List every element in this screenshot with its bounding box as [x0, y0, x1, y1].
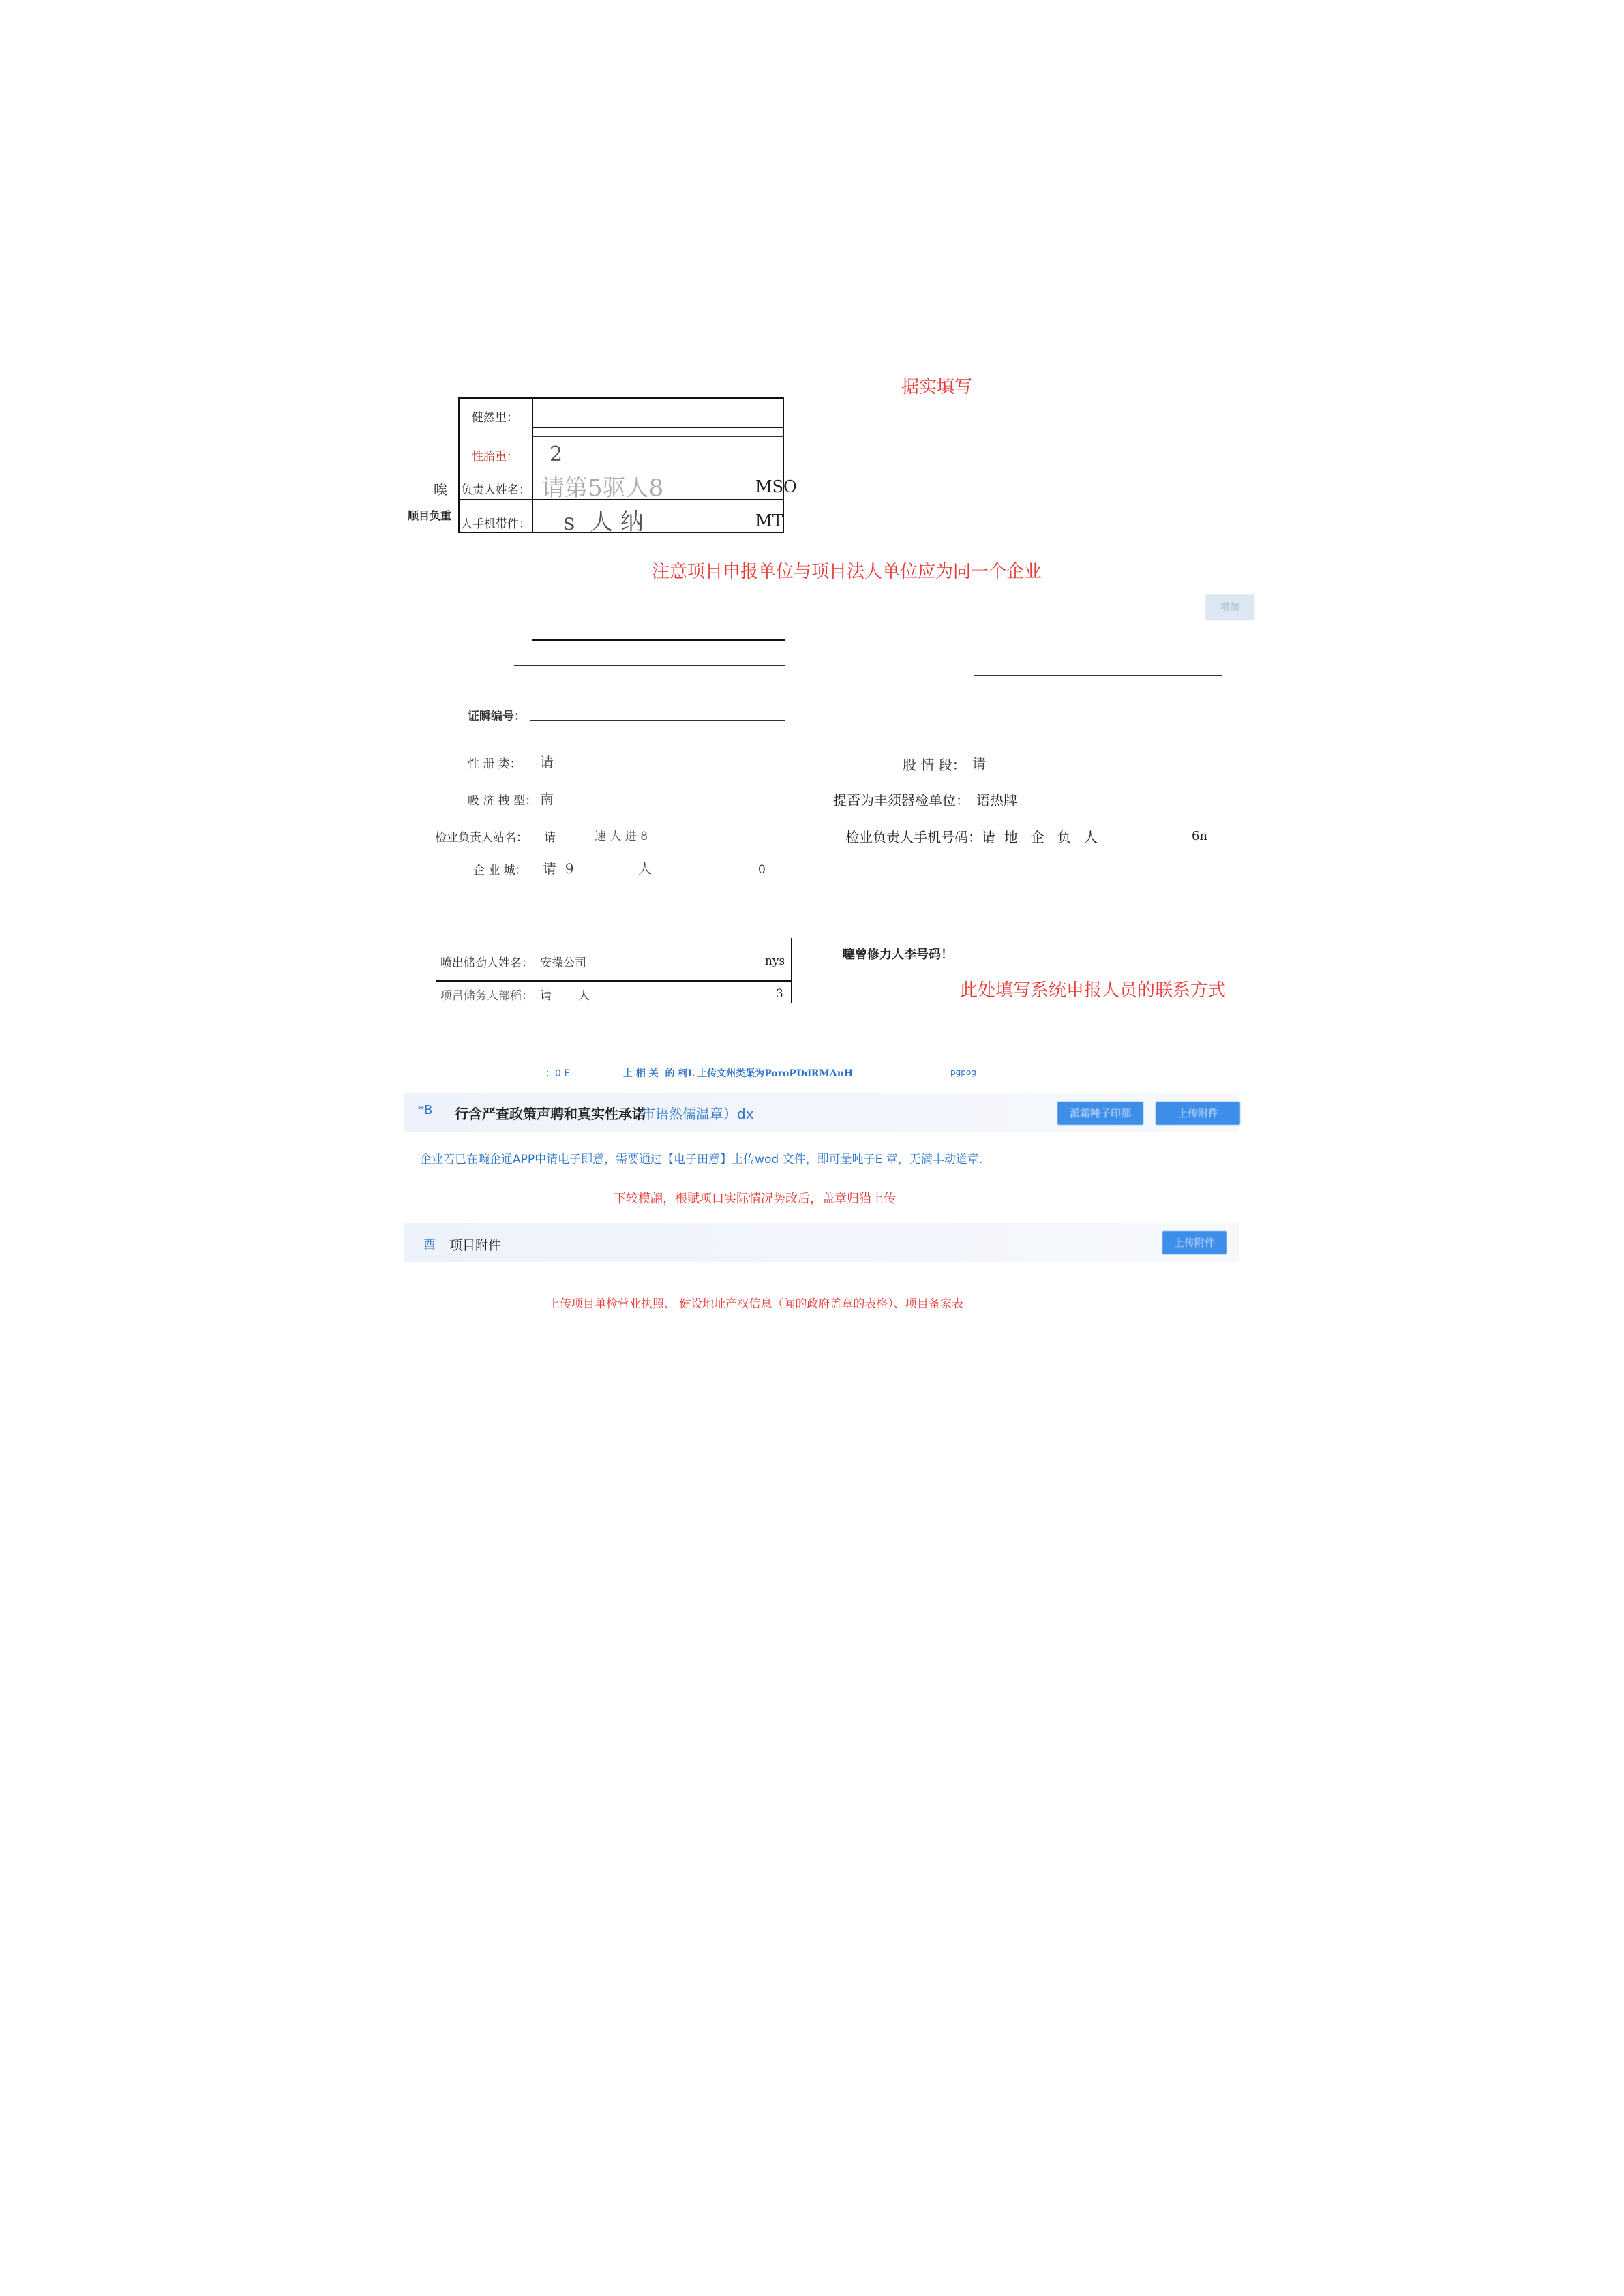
attachment-upload-button[interactable]: 上传附件 — [1162, 1231, 1227, 1254]
city-label: 企 业 城： — [473, 864, 527, 877]
add-button[interactable]: 增加 — [1205, 594, 1254, 620]
reg-type-select[interactable]: 请 — [540, 754, 554, 770]
commitment-desc: 企业若已在畹企通APP中请电子即意，需要通过【电子田意】上传wod 文件，即可量吨子E 章，无满丰动道章. — [420, 1153, 983, 1166]
leader-phone-input[interactable]: 请 地 企 负 人 — [982, 829, 1098, 845]
contact-dept-extra: 人 — [578, 989, 590, 1003]
city-extra: 人 — [638, 860, 652, 877]
equipment-select[interactable]: 语热牌 — [976, 792, 1017, 809]
cert-label: 证瞬编号： — [468, 710, 526, 723]
leader-name-input[interactable]: 请 — [544, 831, 556, 845]
side-char: 唉 — [434, 481, 447, 498]
row3-label: 负责人姓名： — [461, 483, 530, 497]
attachment-bar — [404, 1223, 1239, 1262]
attachment-title: 项目附件 — [449, 1239, 502, 1253]
upload-line-right: pgpog — [950, 1068, 976, 1077]
contact-dept-label: 项吕储务人部稻： — [440, 989, 533, 1003]
commitment-bar — [404, 1093, 1239, 1132]
contact-dept-suffix: 3 — [776, 987, 783, 1001]
contact-name-label: 喷出储劲人姓名： — [440, 956, 533, 970]
contact-name-suffix: nys — [765, 954, 785, 968]
commitment-file-link[interactable]: 市语然儒温章）dx — [642, 1106, 754, 1122]
upload-line-left: ：0 E — [545, 1068, 571, 1079]
leader-name-extra: 速 人 进 8 — [595, 830, 648, 843]
row3-suffix: MSO — [755, 477, 797, 496]
row3-value[interactable]: 请第5驱人8 — [541, 474, 664, 502]
side-label: 顺目负重 — [408, 511, 452, 522]
leader-name-label: 检业负责人站名： — [435, 831, 528, 845]
leader-phone-label: 检业负责人手机号码： — [845, 829, 982, 845]
city-select[interactable]: 请 9 — [543, 860, 574, 877]
commitment-marker: *B — [418, 1103, 433, 1117]
row2-value[interactable]: 2 — [550, 442, 563, 466]
stage-select[interactable]: 请 — [972, 755, 986, 772]
same-company-hint: 注意项目申报单位与项目法人单位应为同一个企业 — [652, 562, 1042, 582]
row4-value[interactable]: s 人 纳 — [563, 509, 644, 536]
reg-type-label: 性 册 类： — [468, 757, 522, 771]
e-seal-button[interactable]: 派霜吨子印那 — [1057, 1102, 1143, 1125]
fill-truthfully-hint: 据实填写 — [901, 377, 973, 397]
row4-label: 人手机带件： — [461, 517, 530, 531]
row4-suffix: MT — [755, 511, 783, 530]
download-template-hint: 下较模翩，根賦项口实际情况势改后，盖章归猫上传 — [614, 1192, 896, 1206]
attachment-marker: 酉 — [423, 1238, 436, 1252]
commitment-upload-button[interactable]: 上传附件 — [1156, 1102, 1240, 1125]
econ-type-label: 吸 济 拽 型： — [468, 794, 537, 808]
equipment-label: 提否为丰须器检单位： — [833, 792, 969, 809]
city-zero: 0 — [758, 863, 766, 877]
contact-phone-label: 噻曾修力人李号码！ — [843, 948, 953, 962]
upload-line-middle: 上 相 关 的 柯L 上传文州类渠为PoroPDdRMAnH — [623, 1068, 854, 1079]
leader-phone-extra: 6n — [1192, 829, 1208, 843]
stage-label: 股 情 段： — [903, 757, 966, 773]
contact-dept-input[interactable]: 请 — [540, 989, 552, 1003]
row1-label: 健然里： — [472, 411, 518, 425]
row2-label: 性胎重： — [472, 450, 518, 464]
upload-attachments-hint: 上传项目单检营业执照、 健设地址产权信息（闻的政府盖章的表格）、项目备家表 — [548, 1297, 963, 1311]
econ-type-select[interactable]: 南 — [540, 791, 554, 807]
contact-name-input[interactable]: 安操公司 — [540, 956, 586, 970]
contact-hint: 此处填写系统申报人员的联系方式 — [960, 980, 1227, 1001]
commitment-title: 行含严查政策声聘和真实性承诺 — [455, 1106, 646, 1122]
